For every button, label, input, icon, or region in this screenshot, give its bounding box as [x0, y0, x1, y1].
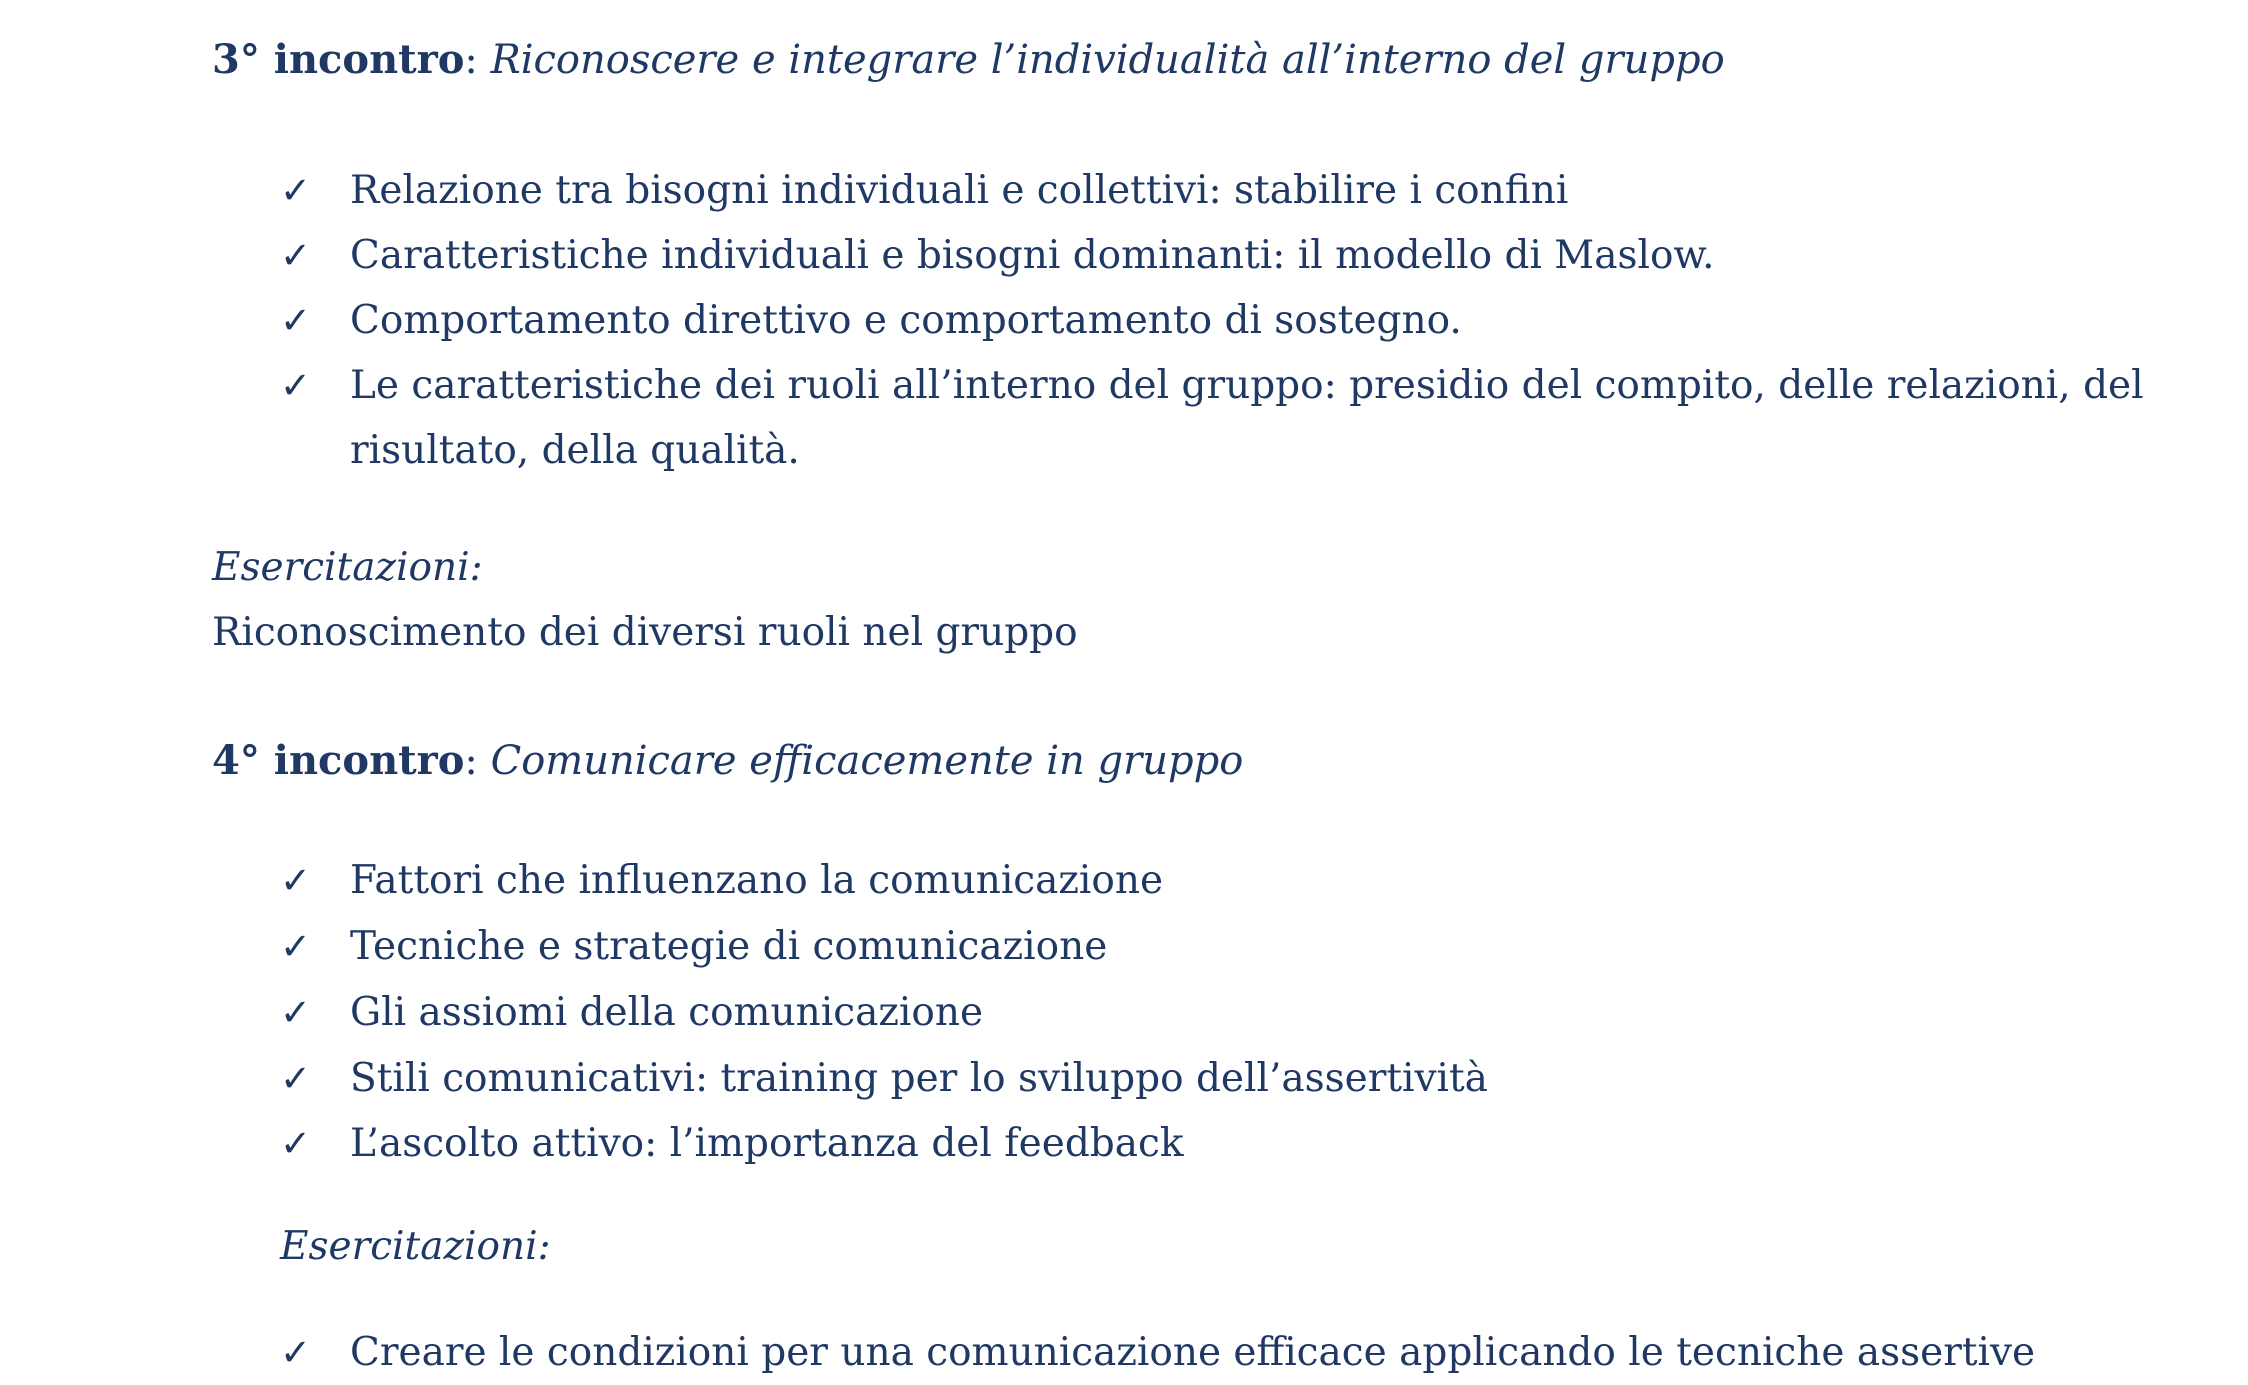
checkmark-icon: ✓ — [280, 859, 312, 902]
section-4-item-text: Fattori che influenzano la comunicazione — [350, 858, 1164, 903]
section-4-item-text: L’ascolto attivo: l’importanza del feedback — [350, 1121, 1184, 1166]
section-4-item-text: Tecniche e strategie di comunicazione — [350, 924, 1108, 969]
section-3-item-text: Le caratteristiche dei ruoli all’interno del gruppo: presidio del compito, delle relazioni, del — [350, 363, 2144, 408]
section-4-exercises-label: Esercitazioni: — [280, 1224, 551, 1269]
section-4-separator: : — [464, 738, 478, 784]
section-4-item-text: Stili comunicativi: training per lo sviluppo dell’assertività — [350, 1056, 1488, 1101]
checkmark-icon: ✓ — [280, 169, 312, 212]
section-3-exercises-text: Riconoscimento dei diversi ruoli nel gruppo — [212, 610, 1078, 655]
section-3-number: 3° incontro — [212, 36, 465, 83]
section-3-title: Riconoscere e integrare l’individualità all’interno del gruppo — [490, 37, 1725, 83]
checkmark-icon: ✓ — [280, 1331, 312, 1374]
section-3-item-text: Caratteristiche individuali e bisogni dominanti: il modello di Maslow. — [350, 233, 1715, 278]
section-3-item-text: Comportamento direttivo e comportamento di sostegno. — [350, 298, 1462, 343]
section-3-heading — [212, 36, 1725, 83]
section-3-separator: : — [464, 37, 478, 83]
section-3-exercises-label: Esercitazioni: — [212, 545, 483, 590]
checkmark-icon: ✓ — [280, 991, 312, 1034]
checkmark-icon: ✓ — [280, 1057, 312, 1100]
checkmark-icon: ✓ — [280, 925, 312, 968]
checkmark-icon: ✓ — [280, 299, 312, 342]
section-4-number: 4° incontro — [212, 737, 465, 784]
section-3-item-text: risultato, della qualità. — [350, 428, 800, 473]
checkmark-icon: ✓ — [280, 364, 312, 407]
checkmark-icon: ✓ — [280, 1122, 312, 1165]
section-4-heading — [212, 737, 1244, 784]
checkmark-icon: ✓ — [280, 234, 312, 277]
section-4-title: Comunicare efficacemente in gruppo — [490, 738, 1244, 784]
section-3-item-text: Relazione tra bisogni individuali e collettivi: stabilire i confini — [350, 168, 1569, 213]
section-4-exercise-text: Creare le condizioni per una comunicazione efficace applicando le tecniche assertive — [350, 1330, 2036, 1375]
section-4-item-text: Gli assiomi della comunicazione — [350, 990, 984, 1035]
